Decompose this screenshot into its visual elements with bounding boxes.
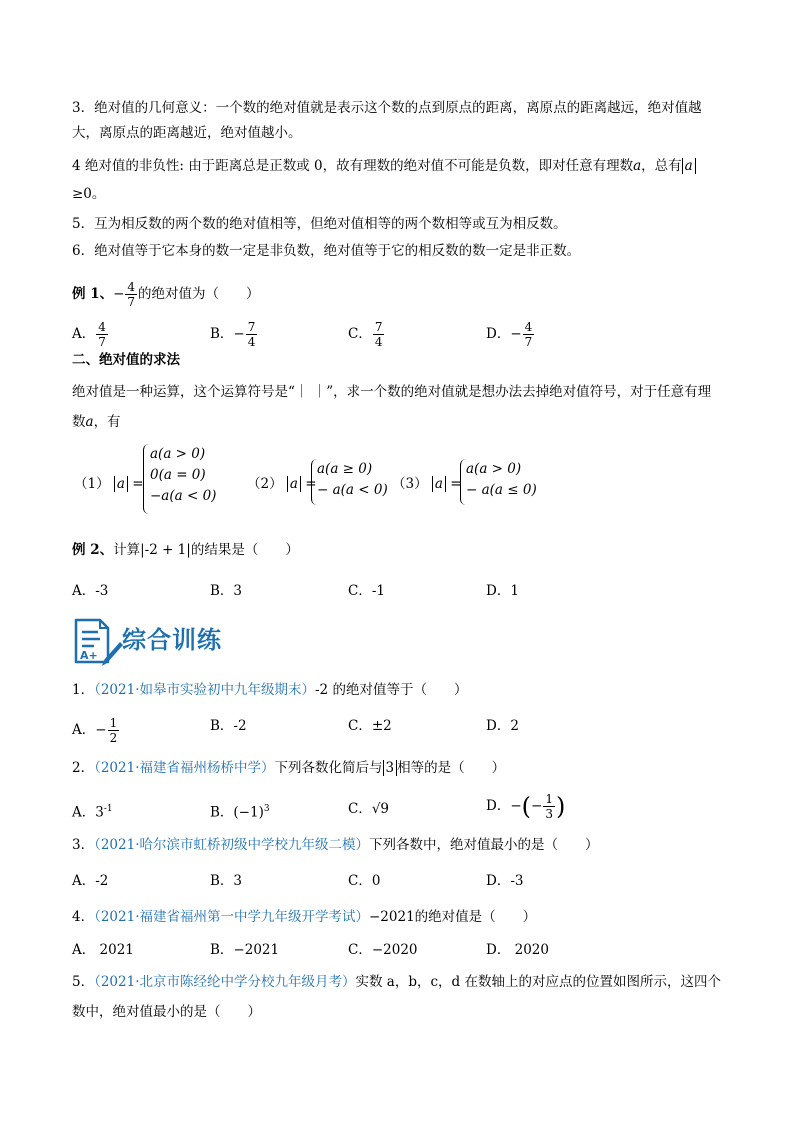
paragraph-3-line1: 3．绝对值的几何意义：一个数的绝对值就是表示这个数的点到原点的距离，离原点的距离越远，绝对值越 — [72, 100, 702, 116]
example-1-question — [72, 280, 260, 309]
q-text: 下列各数化简后与 — [274, 760, 383, 776]
q-number: 3． — [72, 837, 95, 853]
opt-label: B．(−1) — [210, 804, 264, 821]
opt-frac — [523, 320, 535, 349]
opt-label: C． — [348, 326, 372, 342]
example-1-option-a[interactable] — [72, 320, 109, 349]
case-eq: = — [305, 476, 317, 492]
example-2-text: 计算|-2 + 1|的结果是（ ） — [113, 542, 299, 558]
case-eq: = — [132, 476, 144, 492]
question-4 — [72, 907, 536, 927]
opt-label: A．3 — [72, 804, 104, 821]
p4-mid: ，总有 — [641, 158, 682, 174]
opt-frac — [246, 320, 258, 349]
frac-den: 4 — [247, 335, 256, 349]
case-2 — [247, 472, 317, 492]
case-3 — [392, 472, 462, 492]
frac-num: 4 — [524, 320, 533, 334]
q3-option-a[interactable]: A．-2 — [72, 873, 109, 889]
opt-label: A．− — [72, 722, 107, 738]
frac-den: 4 — [374, 335, 383, 349]
q-number: 1． — [72, 682, 95, 698]
case-1-rows — [150, 444, 216, 507]
frac-den: 2 — [109, 731, 118, 745]
frac-num: 1 — [545, 792, 553, 806]
paragraph-4-line1 — [72, 156, 696, 176]
example-2-label: 例 2、 — [72, 542, 114, 558]
s2-var: a — [85, 414, 94, 430]
case-label: （2） — [247, 476, 283, 492]
p4-text: 4 绝对值的非负性: 由于距离总是正数或 0，故有理数的绝对值不可能是负数，即对任意有理数 — [72, 158, 634, 174]
q-text: 下列各数中，绝对值最小的是（ ） — [369, 837, 599, 853]
opt-sup: 3 — [263, 804, 270, 814]
paren-right: ) — [555, 792, 566, 821]
example-1-option-d[interactable] — [486, 320, 535, 349]
example-2-option-d[interactable]: D．1 — [486, 583, 519, 599]
q-source: （2021·如皋市实验初中九年级期末） — [94, 682, 315, 698]
case-2-rows — [317, 459, 388, 501]
example-1-option-c[interactable] — [348, 320, 385, 349]
q1-option-c[interactable]: C．±2 — [348, 718, 392, 734]
case-row: a(a > 0) — [150, 446, 206, 462]
example-1-sign: − — [113, 286, 125, 302]
case-lhs: a — [432, 476, 446, 492]
q-source: （2021·哈尔滨市虹桥初级中学校九年级二模） — [94, 837, 369, 853]
opt-frac — [108, 716, 120, 745]
q1-option-d[interactable]: D．2 — [486, 718, 519, 734]
example-1-label: 例 1、 — [72, 286, 114, 302]
case-label: （1） — [74, 476, 110, 492]
q2-option-a[interactable] — [72, 799, 113, 823]
opt-label: D．− — [486, 798, 522, 814]
frac-num: 1 — [109, 716, 118, 730]
paragraph-3-line2: 大，离原点的距离越近，绝对值越小。 — [72, 125, 302, 141]
q4-option-a[interactable]: A． 2021 — [72, 942, 134, 958]
opt-frac — [373, 320, 385, 349]
case-lhs: a — [287, 476, 301, 492]
question-5 — [72, 972, 721, 992]
opt-label: B．− — [210, 326, 245, 342]
case-3-rows — [466, 459, 537, 501]
q2-option-c[interactable]: C．√9 — [348, 801, 390, 817]
q-text: -2 的绝对值等于（ ） — [315, 682, 468, 698]
icon-grade-text: A+ — [80, 649, 98, 662]
practice-title: 综合训练 — [122, 625, 222, 654]
section-2-line2 — [72, 412, 121, 432]
case-1 — [74, 472, 144, 492]
case-row: 0(a = 0) — [150, 467, 206, 483]
question-3 — [72, 835, 599, 855]
q4-option-c[interactable]: C．−2020 — [348, 942, 418, 958]
question-5-line2: 数中，绝对值最小的是（ ） — [72, 1004, 261, 1020]
p4-var: a — [633, 158, 642, 174]
paren-left: ( — [521, 792, 532, 821]
opt-frac — [543, 792, 555, 821]
frac-den: 7 — [98, 335, 106, 349]
opt-inner-sign: − — [531, 798, 543, 814]
paragraph-5: 5．互为相反数的两个数的绝对值相等，但绝对值相等的两个数相等或互为相反数。 — [72, 216, 567, 232]
frac-num: 4 — [98, 320, 106, 334]
q3-option-b[interactable]: B．3 — [210, 873, 243, 889]
case-row: a(a > 0) — [466, 461, 522, 477]
case-label: （3） — [392, 476, 428, 492]
section-2-heading: 二、绝对值的求法 — [72, 352, 180, 368]
q-abs: 3 — [383, 760, 398, 776]
opt-label: A． — [72, 326, 96, 342]
s2-text-a: 数 — [72, 414, 86, 430]
frac-num: 4 — [127, 280, 136, 294]
q-text: 相等的是（ ） — [397, 760, 506, 776]
q-number: 4． — [72, 909, 95, 925]
example-1-option-b[interactable] — [210, 320, 258, 349]
paragraph-4-line2: ≥0。 — [72, 186, 106, 202]
example-1-text: 的绝对值为（ ） — [138, 286, 260, 302]
s2-text-b: ，有 — [93, 414, 121, 430]
section-2-line1: 绝对值是一种运算，这个运算符号是“｜ ｜”，求一个数的绝对值就是想办法去掉绝对值符号，对于任意有理 — [72, 384, 712, 400]
q4-option-d[interactable]: D． 2020 — [486, 942, 549, 958]
q-source: （2021·北京市陈经纶中学分校九年级月考） — [94, 974, 356, 990]
q1-option-a[interactable] — [72, 716, 120, 745]
example-2-question — [72, 540, 299, 560]
case-row: a(a ≥ 0) — [317, 461, 373, 477]
case-row: −a(a < 0) — [150, 488, 217, 504]
q2-option-b[interactable] — [210, 799, 270, 823]
q-number: 5． — [72, 974, 95, 990]
frac-den: 7 — [524, 335, 533, 349]
frac-num: 7 — [374, 320, 383, 334]
question-1 — [72, 680, 467, 700]
q1-option-b[interactable]: B．-2 — [210, 718, 247, 734]
case-row: − a(a < 0) — [317, 482, 388, 498]
frac-num: 7 — [247, 320, 256, 334]
opt-frac — [96, 320, 108, 349]
opt-sup: -1 — [103, 804, 113, 814]
q-text: 实数 a，b，c，d 在数轴上的对应点的位置如图所示，这四个 — [355, 974, 721, 990]
q3-option-c[interactable]: C．0 — [348, 873, 381, 889]
example-2-option-c[interactable]: C．-1 — [348, 583, 385, 599]
frac-den: 7 — [127, 295, 136, 309]
paragraph-6: 6．绝对值等于它本身的数一定是非负数，绝对值等于它的相反数的数一定是非正数。 — [72, 243, 581, 259]
q-source: （2021·福建省福州杨桥中学） — [94, 760, 275, 776]
opt-label: D．− — [486, 326, 522, 342]
example-2-option-a[interactable]: A．-3 — [72, 583, 109, 599]
q2-option-d[interactable] — [486, 792, 565, 821]
q-text: −2021的绝对值是（ ） — [369, 909, 537, 925]
exercise-icon — [70, 612, 124, 668]
q-number: 2． — [72, 760, 95, 776]
question-2 — [72, 758, 505, 778]
p4-abs: a — [682, 158, 696, 174]
example-1-fraction — [125, 280, 137, 309]
case-1-brace — [143, 444, 150, 514]
case-row: − a(a ≤ 0) — [466, 482, 537, 498]
q4-option-b[interactable]: B．−2021 — [210, 942, 280, 958]
q-source: （2021·福建省福州第一中学九年级开学考试） — [94, 909, 369, 925]
q3-option-d[interactable]: D．-3 — [486, 873, 524, 889]
case-lhs: a — [114, 476, 128, 492]
example-2-option-b[interactable]: B．3 — [210, 583, 243, 599]
case-eq: = — [450, 476, 462, 492]
frac-den: 3 — [545, 807, 553, 821]
